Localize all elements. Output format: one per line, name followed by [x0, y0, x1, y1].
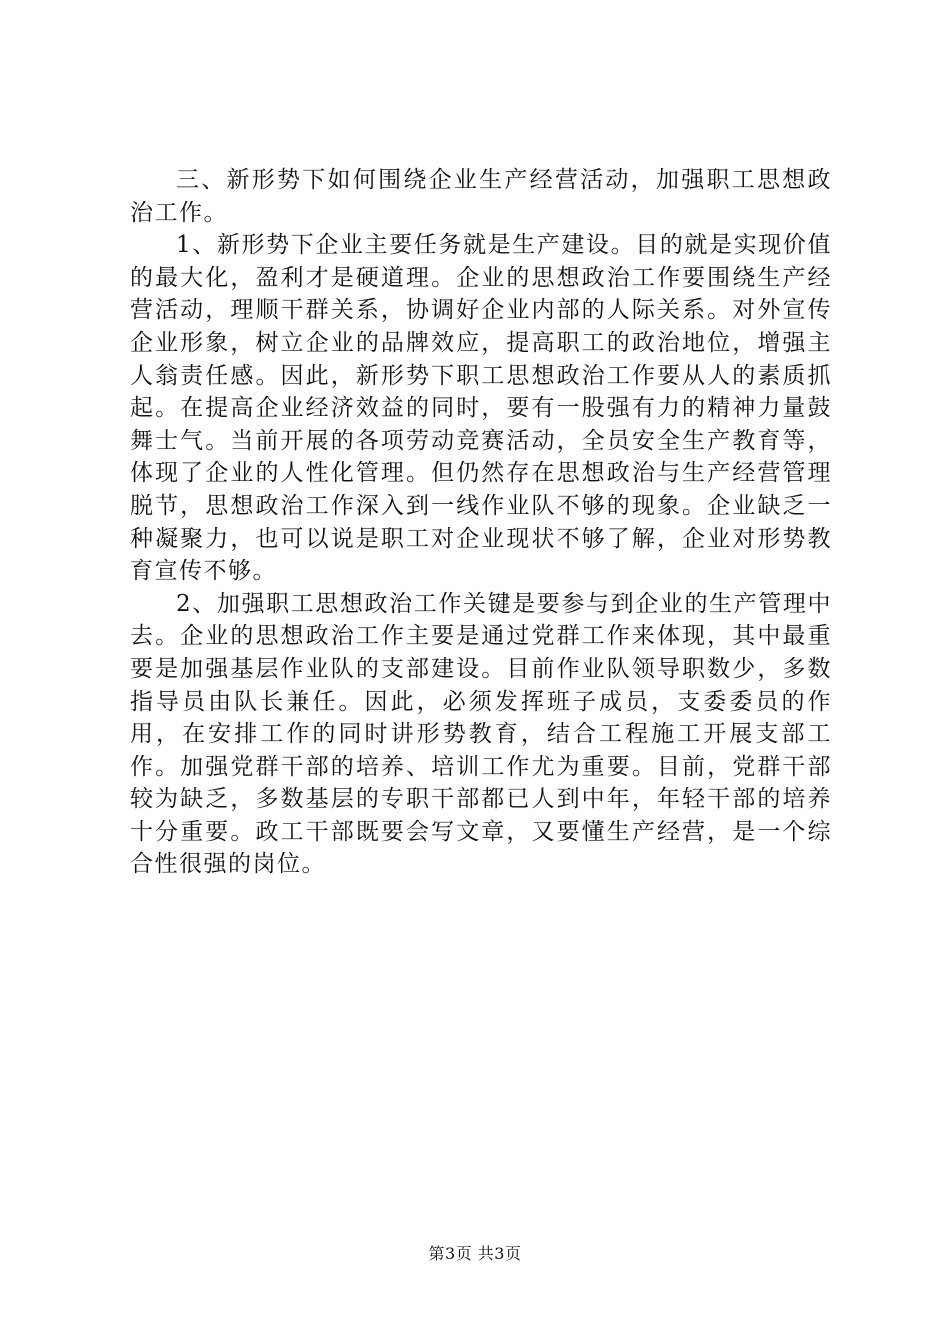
- page-footer: 第3页 共3页: [428, 1244, 522, 1263]
- section-heading-paragraph: 三、新形势下如何围绕企业生产经营活动，加强职工思想政治工作。: [130, 167, 832, 226]
- body-paragraph-1: 1、新形势下企业主要任务就是生产建设。目的就是实现价值的最大化，盈利才是硬道理。企业的思想政治工作要围绕生产经营活动，理顺干群关系，协调好企业内部的人际关系。对外宣传企业形象，树立企业的品牌效应，提高职工的政治地位，增强主人翁责任感。因此，新形势下职工思想政治工作要从人的素质抓起。在提高企业经济效益的同时，要有一股强有力的精神力量鼓舞士气。当前开展的各项劳动竞赛活动，全员安全生产教育等，体现了企业的人性化管理。但仍然存在思想政治与生产经营管理脱节，思想政治工作深入到一线作业队不够的现象。企业缺乏一种凝聚力，也可以说是职工对企业现状不够了解，企业对形势教育宣传不够。: [130, 232, 832, 585]
- document-body: [130, 164, 832, 881]
- body-paragraph-2: 2、加强职工思想政治工作关键是要参与到企业的生产管理中去。企业的思想政治工作主要是通过党群工作来体现，其中最重要是加强基层作业队的支部建设。目前作业队领导职数少，多数指导员由队长兼任。因此，必须发挥班子成员，支委委员的作用，在安排工作的同时讲形势教育，结合工程施工开展支部工作。加强党群干部的培养、培训工作尤为重要。目前，党群干部较为缺乏，多数基层的专职干部都已人到中年，年轻干部的培养十分重要。政工干部既要会写文章，又要懂生产经营，是一个综合性很强的岗位。: [130, 590, 832, 878]
